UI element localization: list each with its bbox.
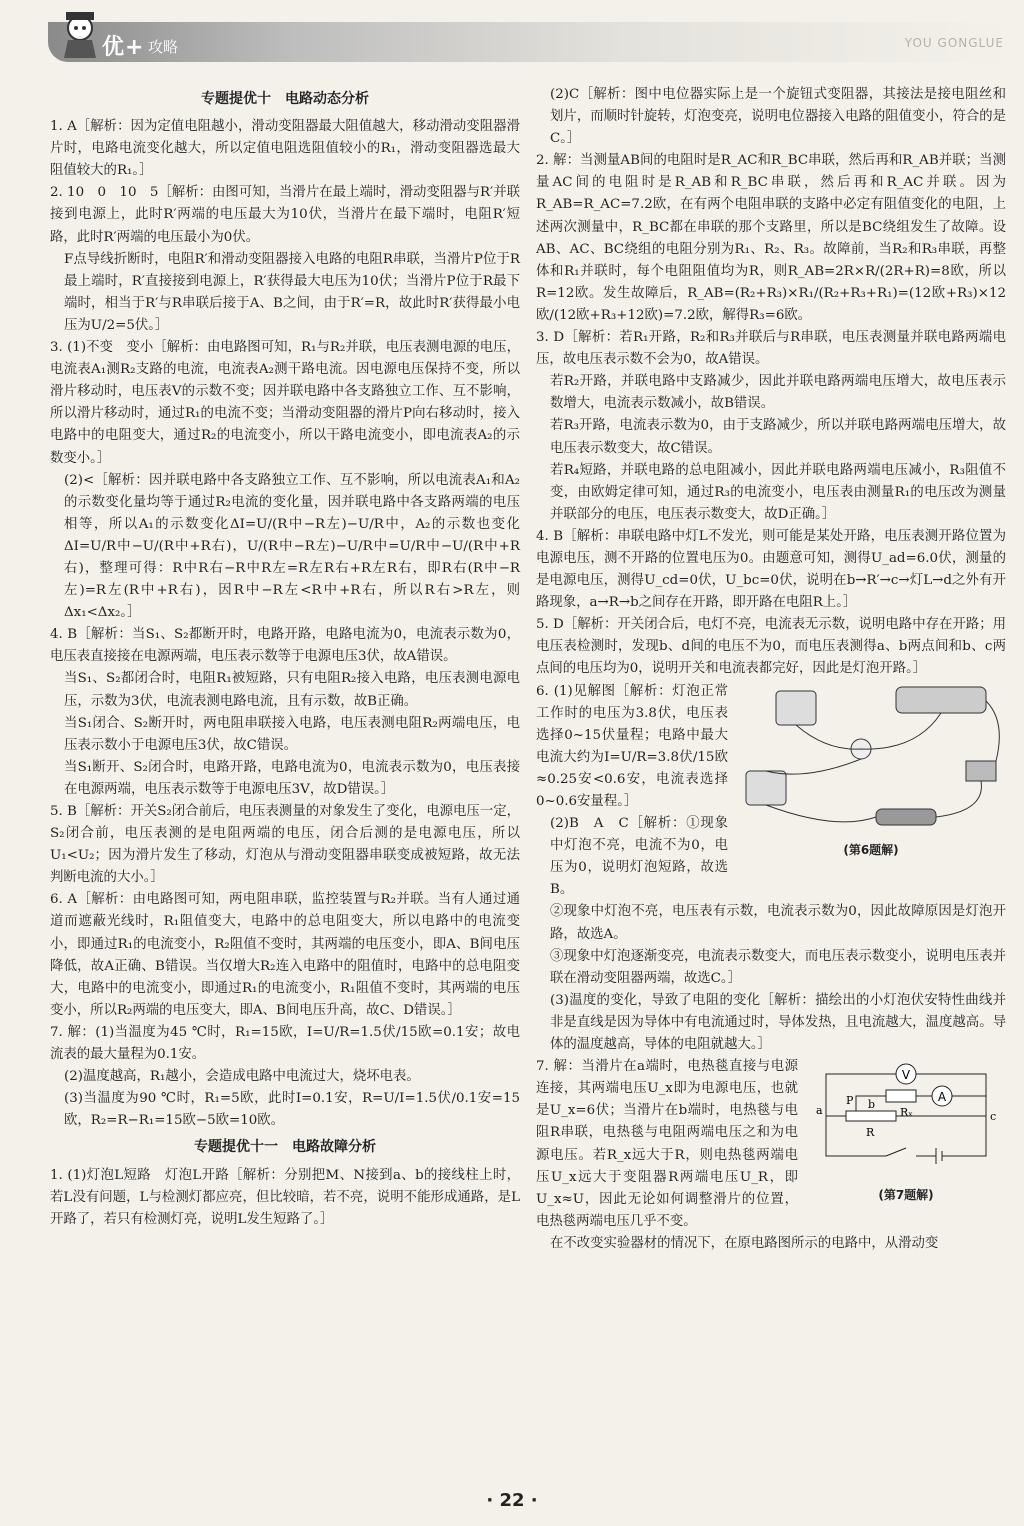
answer-item: 若R₂开路，并联电路中支路减少，因此并联电路两端电压增大，故电压表示数增大，电流表示数减小，故B错误。 <box>550 374 1006 412</box>
answer-item: (2)B A C［解析：①现象中灯泡不亮，电流不为0，电压为0，说明灯泡短路，故选B。 <box>550 816 728 898</box>
answer-item: 2. 10 0 10 5［解析：由图可知，当滑片在最上端时，滑动变阻器与R′并联接到电源上，此时R′两端的电压最大为10伏，当滑片在最下端时，电阻R′短路，此时R′两端的电压最小为0伏。 <box>50 185 520 245</box>
answer-item: 若R₃开路，电流表示数为0，由于支路减少，所以并联电路两端电压增大，故电压表示数变大，故C错误。 <box>550 418 1006 456</box>
answer-item: (2)C［解析：图中电位器实际上是一个旋钮式变阻器，其接法是接电阻丝和划片，而顺时针旋转，灯泡变亮，说明电位器接入电路的阻值变小，符合的是C。］ <box>550 87 1006 147</box>
answer-item: 6. A［解析：由电路图可知，两电阻串联，监控装置与R₂并联。当有人通过通道而遮蔽光线时，R₁阻值变大，电路中的总电阻变大，所以电路中的电流变小，即通过R₁的电流变小，R₂阻值不变时，其两端的电压变小，即A、B间电压降低，故A正确、B错误。当仅增大R₂连入电路中的阻值时，电路中的总电阻变大，电路中的电流变小，即通过R₁的电流变小，R₁阻值不变时，其两端的电压变小，所以R₂两端的电压变大，即A、B间电压升高，故C、D错误。］ <box>50 892 520 1018</box>
page-number: · 22 · <box>486 1490 538 1511</box>
answer-item: (2)<［解析：因并联电路中各支路独立工作、互不影响，所以电流表A₁和A₂的示数变化量均等于通过R₂电流的变化量，因并联电路中各支路两端的电压相等，所以A₁的示数变化ΔI=U/(R中−R左)−U/R中，A₂的示数也变化ΔI=U/R中−U/(R中+R右)，U/(R中−R左)−U/R中=U/R中−U/(R中+R右)，整理可得：R中R右−R中R左=R左R右+R左R右，即R右(R中−R左)=R左(R中+R右)，因R中−R左<R中+R右，所以R右>R左，则Δx₁<Δx₂。］ <box>64 472 520 621</box>
answer-item: 4. B［解析：当S₁、S₂都断开时，电路开路，电路电流为0，电流表示数为0，电压表直接接在电源两端，电压表示数等于电源电压3伏，故A错误。 <box>50 627 520 665</box>
circuit-photo-diagram <box>736 681 1006 831</box>
answer-item: 当S₁断开、S₂闭合时，电路开路，电路电流为0，电流表示数为0，电压表接在电源两端，电压表示数等于电源电压3V，故D错误。］ <box>64 759 520 797</box>
logo-main: 优+ <box>102 35 145 60</box>
p-label: P <box>846 1094 854 1108</box>
answer-item: (3)当温度为90 ℃时，R₁=5欧，此时I=0.1安，R=U/I=1.5伏/0.1安=15欧，R₂=R−R₁=15欧−5欧=10欧。 <box>64 1091 520 1129</box>
answer-item: ③现象中灯泡逐渐变亮，电流表示数变大，而电压表示数变小，说明电压表并联在滑动变阻器两端，故选C。］ <box>550 948 1006 986</box>
answer-item: ②现象中灯泡不亮，电压表有示数，电流表示数为0，因此故障原因是灯泡开路，故选A。 <box>550 904 1006 942</box>
c-label: c <box>990 1110 997 1124</box>
figure-6 <box>736 681 1006 861</box>
answer-item: 7. 解：(1)当温度为45 ℃时，R₁=15欧，I=U/R=1.5伏/15欧=0.1安；故电流表的最大量程为0.1安。 <box>50 1024 520 1063</box>
answer-item: 当S₁闭合、S₂断开时，两电阻串联接入电路，电压表测电阻R₂两端电压，电压表示数小于电源电压3伏，故C错误。 <box>64 715 520 753</box>
answer-item: 5. B［解析：开关S₂闭合前后，电压表测量的对象发生了变化，电源电压一定，S₂闭合前，电压表测的是电阻两端的电压，闭合后测的是电源电压，所以U₁<U₂；因为滑片发生了移动，灯泡从与滑动变阻器串联变成被短路，故无法判断电流的大小。］ <box>50 804 520 886</box>
answer-item: 1. A［解析：因为定值电阻越小，滑动变阻器最大阻值越大，移动滑动变阻器滑片时，电路电流变化越大，所以定值电阻选阻值较小的R₁，滑动变阻器选最大阻值较大的R₁。］ <box>50 119 520 179</box>
logo-sub: 攻略 <box>148 38 179 56</box>
answer-item: 5. D［解析：开关闭合后，电灯不亮，电流表无示数，说明电路中存在开路；用电压表检测时，发现b、d间的电压不为0，而电压表测得a、b两点间和b、c两点间的电压均为0，说明开关和电流表都完好，因此是灯泡开路。］ <box>536 617 1006 677</box>
answer-item: 4. B［解析：串联电路中灯L不发光，则可能是某处开路，电压表测开路位置为电源电压，测不开路的位置电压为0。由题意可知，测得U_ad=6.0伏，测量的是电源电压，测得U_cd=0伏，U_bc=0伏，说明在b→R′→c→灯L→d之外有开路现象，a→R→b之间存在开路，即开路在电阻R上。］ <box>536 528 1006 611</box>
a-label: a <box>816 1104 823 1118</box>
answer-item: 2. 解：当测量AB间的电阻时是R_AC和R_BC串联，然后再和R_AB并联；当测量AC间的电阻时是R_AB和R_BC串联，然后再和R_AC并联。因为R_AB=R_AC=7.2欧，在有两个电阻串联的支路中必定有阻值变化的电阻，上述两次测量中，R_BC都在串联的那个支路里，所以是BC绕组发生了故障。设AB、AC、BC绕组的电阻分别为R₁、R₂、R₃。故障前，当R₂和R₃串联，再整体和R₁并联时，每个电阻阻值均为R，则R_AB=2R×R/(2R+R)=8欧，所以R=12欧。发生故障后，R_AB=(R₂+R₃)×R₁/(R₂+R₃+R₁)=(12欧+R₃)×12欧/(12欧+R₃+12欧)=7.2欧，解得R₃=6欧。 <box>536 153 1006 323</box>
section-title: 专题提优十一 电路故障分析 <box>194 1139 376 1156</box>
answer-item: 若R₄短路，并联电路的总电阻减小，因此并联电路两端电压减小，R₃阻值不变，由欧姆定律可知，通过R₃的电流变小，电压表由测量R₁的电压改为测量并联部分的电压，电压表示数变大，故D正确。］ <box>550 462 1006 522</box>
rx-label: Rₓ <box>900 1106 913 1120</box>
left-column <box>50 84 520 1231</box>
b-label: b <box>868 1098 876 1112</box>
r-label: R <box>866 1126 875 1140</box>
answer-item: 3. D［解析：若R₁开路，R₂和R₃并联后与R串联，电压表测量并联电路两端电压，故电压表示数不会为0，故A错误。 <box>536 330 1006 368</box>
mascot-icon <box>58 6 102 62</box>
figure-7 <box>806 1056 1006 1206</box>
section-title: 专题提优十 电路动态分析 <box>201 91 369 107</box>
answer-item: 当S₁、S₂都闭合时，电阻R₁被短路，只有电阻R₂接入电路，电压表测电源电压，示数为3伏，电流表测电路电流，且有示数，故B正确。 <box>64 671 520 709</box>
answer-item: (2)温度越高，R₁越小，会造成电路中电流过大，烧坏电表。 <box>64 1069 420 1085</box>
header-band <box>48 22 1008 62</box>
answer-item: F点导线折断时，电阻R′和滑动变阻器接入电路的电阻R串联，当滑片P位于R最上端时，R′直接接到电源上，R′获得最大电压为10伏；当滑片P位于R最下端时，相当于R′与R串联后接于A、B之间，由于R′=R，故此时R′获得最小电压为U/2=5伏。］ <box>64 251 520 333</box>
running-head: YOU GONGLUE <box>904 36 1004 50</box>
answer-item: (3)温度的变化，导致了电阻的变化［解析：描绘出的小灯泡伏安特性曲线并非是直线是因为导体中有电流通过时，导体发热，且电流越大，温度越高。导体的温度越高，导体的电阻就越大。］ <box>550 992 1006 1053</box>
answer-item: 在不改变实验器材的情况下，在原电路图所示的电路中，从滑动变 <box>550 1235 939 1251</box>
answer-item: 3. (1)不变 变小［解析：由电路图可知，R₁与R₂并联，电压表测电源的电压，电流表A₁测R₂支路的电流，电流表A₂测干路电流。因电源电压保持不变，所以滑片移动时，电压表V的示数不变；因并联电路中各支路独立工作、互不影响，所以滑片移动时，通过R₁的电流不变；当滑动变阻器的滑片P向右移动时，接入电路中的电阻变大，通过R₂的电流变小，所以干路电流变小，即电流表A₂的示数变小。］ <box>50 340 520 466</box>
answer-item: 1. (1)灯泡L短路 灯泡L开路［解析：分别把M、N接到a、b的接线柱上时，若L没有问题，L与检测灯都应亮，但比较暗，若不亮，说明不能形成通路，是L开路了，若只有检测灯亮，说明L发生短路了。］ <box>50 1167 520 1227</box>
right-column <box>536 84 1006 1255</box>
page-header <box>0 0 1024 70</box>
circuit-diagram <box>806 1056 1006 1176</box>
ammeter-label: A <box>937 1090 947 1105</box>
figure-caption: (第6题解) <box>843 842 899 857</box>
figure-caption: (第7题解) <box>878 1188 934 1203</box>
answer-item: 7. 解：当滑片在a端时，电热毯直接与电源连接，其两端电压U_x即为电源电压，也就是U_x=6伏；当滑片在b端时，电热毯与电阻R串联，电热毯与电阻两端电压之和为电源电压。若R_x远大于R，则电热毯两端电压U_x远大于变阻器R两端电压U_R，即U_x≈U，因此无论如何调整滑片的位置，电热毯两端电压几乎不变。 <box>536 1059 798 1229</box>
voltmeter-label: V <box>901 1068 911 1083</box>
answer-item: 6. (1)见解图［解析：灯泡正常工作时的电压为3.8伏，电压表选择0~15伏量程；电路中最大电流大约为I=U/R=3.8伏/15欧≈0.25安<0.6安，电流表选择0~0.6安量程。］ <box>536 683 728 809</box>
